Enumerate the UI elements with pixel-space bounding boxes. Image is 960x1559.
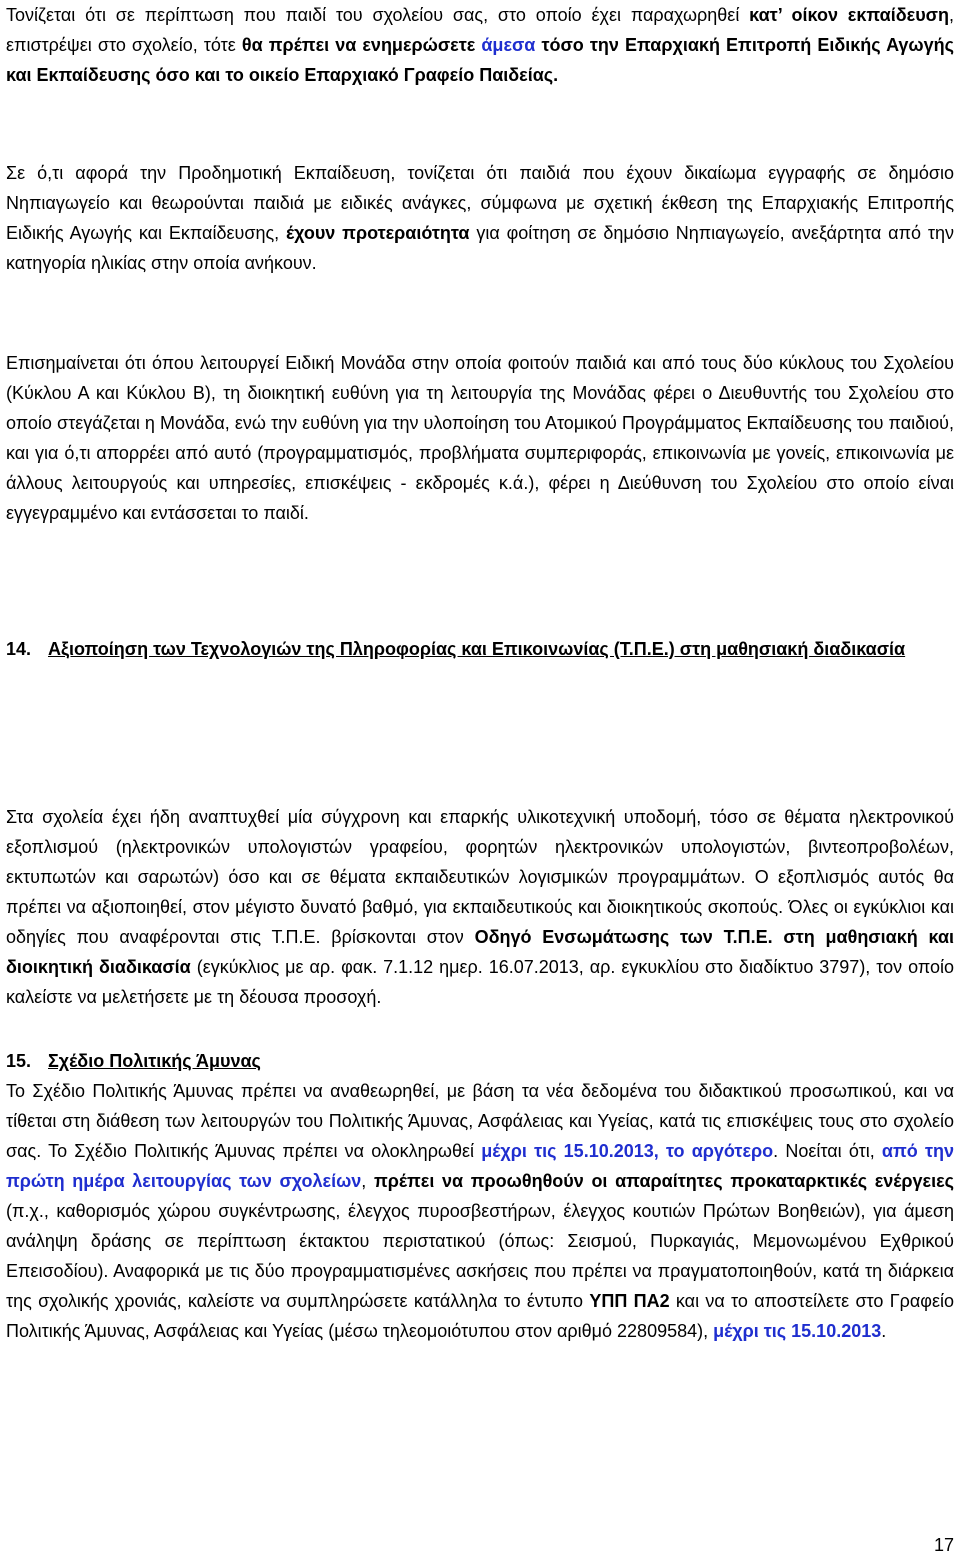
- bold-span: έχουν προτεραιότητα: [286, 223, 470, 243]
- page-number: 17: [933, 1535, 954, 1555]
- paragraph-preschool-priority: [6, 158, 954, 278]
- text-span: (π.χ., καθορισμός χώρου συγκέντρωσης, έλεγχος πυροσβεστήρων, έλεγχος κουτιών Πρώτων Βοηθειών), για άμεση ανάληψη δράσης σε περίπτωση έκτακτου περιστατικού (όπως: Σεισμού, Πυρκαγιάς, Μεμονωμένου Εχθρικού Επεισοδίου). Αναφορικά με τις δύο προγραμματισμένες ασκήσεις που πρέπει να πραγματοποιηθούν, κατά τη διάρκεια της σχολικής χρονιάς, καλείστε να συμπληρώσετε κατάλληλα το έντυπο: [6, 1201, 954, 1311]
- section-title: Αξιοποίηση των Τεχνολογιών της Πληροφορίας και Επικοινωνίας (Τ.Π.Ε.) στη μαθησιακή διαδικασία: [48, 639, 906, 659]
- paragraph-ict: [6, 802, 954, 1012]
- bold-span: τόσο την Επαρχιακή Επιτροπή Ειδικής Αγωγής και Εκπαίδευσης όσο και το οικείο Επαρχιακό Γραφείο Παιδείας.: [6, 35, 954, 85]
- bold-span: θα πρέπει να ενημερώσετε: [241, 35, 482, 55]
- highlight-span: από την πρώτη ημέρα λειτουργίας των σχολείων: [6, 1141, 954, 1191]
- text-span: , επιστρέψει στο σχολείο, τότε: [6, 5, 954, 55]
- paragraph-civil-defence: [6, 1076, 954, 1346]
- section-15: [6, 1046, 954, 1076]
- section-number: 14.: [6, 639, 32, 659]
- section-14-heading: [6, 634, 954, 664]
- bold-span: πρέπει να προωθηθούν οι απαραίτητες προκαταρκτικές ενέργειες: [373, 1171, 954, 1191]
- bold-span: ΥΠΠ ΠΑ2: [589, 1291, 670, 1311]
- highlight-span: μέχρι τις 15.10.2013: [713, 1321, 882, 1341]
- section-14: [6, 634, 954, 664]
- text-span: ,: [361, 1171, 374, 1191]
- text-span: Το Σχέδιο Πολιτικής Άμυνας πρέπει να αναθεωρηθεί, με βάση τα νέα δεδομένα του διδακτικού προσωπικού, και να τίθεται στη διάθεση των λειτουργών του Πολιτικής Άμυνας, Ασφάλειας και Υγείας, κατά τις επισκέψεις τους στο σχολείο σας. Το Σχέδιο Πολιτικής Άμυνας πρέπει να ολοκληρωθεί: [6, 1081, 954, 1161]
- text-span: Στα σχολεία έχει ήδη αναπτυχθεί μία σύγχρονη και επαρκής υλικοτεχνική υποδομή, τόσο σε θέματα ηλεκτρονικού εξοπλισμού (ηλεκτρονικών υπολογιστών γραφείου, φορητών ηλεκτρονικών υπολογιστών, βιντεοπροβολέων, εκτυπωτών και σαρωτών) όσο και σε θέματα εκπαιδευτικών λογισμικών προγραμμάτων. Ο εξοπλισμός αυτός θα πρέπει να αξιοποιηθεί, στον μέγιστο δυνατό βαθμό, για εκπαιδευτικούς και διοικητικούς σκοπούς. Όλες οι εγκύκλιοι και οδηγίες που αναφέρονται στις Τ.Π.Ε. βρίσκονται στον: [6, 807, 954, 947]
- paragraph-special-unit: Επισημαίνεται ότι όπου λειτουργεί Ειδική Μονάδα στην οποία φοιτούν παιδιά και από τους δύο κύκλους του Σχολείου (Κύκλου Α και Κύκλου Β), τη διοικητική ευθύνη για τη λειτουργία της Μονάδας φέρει ο Διευθυντής του Σχολείου στο οποίο στεγάζεται η Μονάδα, ενώ την ευθύνη για την υλοποίηση του Ατομικού Προγράμματος Εκπαίδευσης του παιδιού, και για ό,τι απορρέει από αυτό (προγραμματισμός, προβλήματα συμπεριφοράς, επικοινωνία με γονείς, επικοινωνία με άλλους λειτουργούς και υπηρεσίες, επισκέψεις - εκδρομές κ.ά.), φέρει η Διεύθυνση του Σχολείου στο οποίο είναι εγγεγραμμένο και εντάσσεται το παιδί.: [6, 353, 954, 523]
- highlight-span: μέχρι τις 15.10.2013, το αργότερο: [481, 1141, 774, 1161]
- text-span: (εγκύκλιος με αρ. φακ. 7.1.12 ημερ. 16.07.2013, αρ. εγκυκλίου στο διαδίκτυο 3797), τον οποίο καλείστε να μελετήσετε με τη δέουσα προσοχή.: [6, 957, 955, 1007]
- text-span: .: [881, 1321, 887, 1341]
- text-span: Σε ό,τι αφορά την Προδημοτική Εκπαίδευση, τονίζεται ότι παιδιά που έχουν δικαίωμα εγγραφής σε δημόσιο Νηπιαγωγείο και θεωρούνται παιδιά με ειδικές ανάγκες, σύμφωνα με σχετική έκθεση της Επαρχιακής Επιτροπής Ειδικής Αγωγής και Εκπαίδευσης,: [6, 163, 954, 243]
- highlight-span: άμεσα: [481, 35, 536, 55]
- text-span: . Νοείται ότι,: [773, 1141, 882, 1161]
- text-span: για φοίτηση σε δημόσιο Νηπιαγωγείο, ανεξάρτητα από την κατηγορία ηλικίας στην οποία ανήκουν.: [6, 223, 954, 273]
- text-span: Τονίζεται ότι σε περίπτωση που παιδί του σχολείου σας, στο οποίο έχει παραχωρηθεί: [6, 5, 750, 25]
- paragraph-home-schooling: [6, 0, 954, 90]
- bold-span: Οδηγό Ενσωμάτωσης των Τ.Π.Ε. στη μαθησιακή και διοικητική διαδικασία: [6, 927, 955, 977]
- section-number: 15.: [6, 1051, 32, 1071]
- text-span: και να το αποστείλετε στο Γραφείο Πολιτικής Άμυνας, Ασφάλειας και Υγείας (μέσω τηλεομοιότυπου στον αριθμό 22809584),: [6, 1291, 954, 1341]
- section-15-heading: [6, 1046, 954, 1076]
- bold-span: κατ’ οίκον εκπαίδευση: [749, 5, 949, 25]
- section-title: Σχέδιο Πολιτικής Άμυνας: [48, 1051, 261, 1071]
